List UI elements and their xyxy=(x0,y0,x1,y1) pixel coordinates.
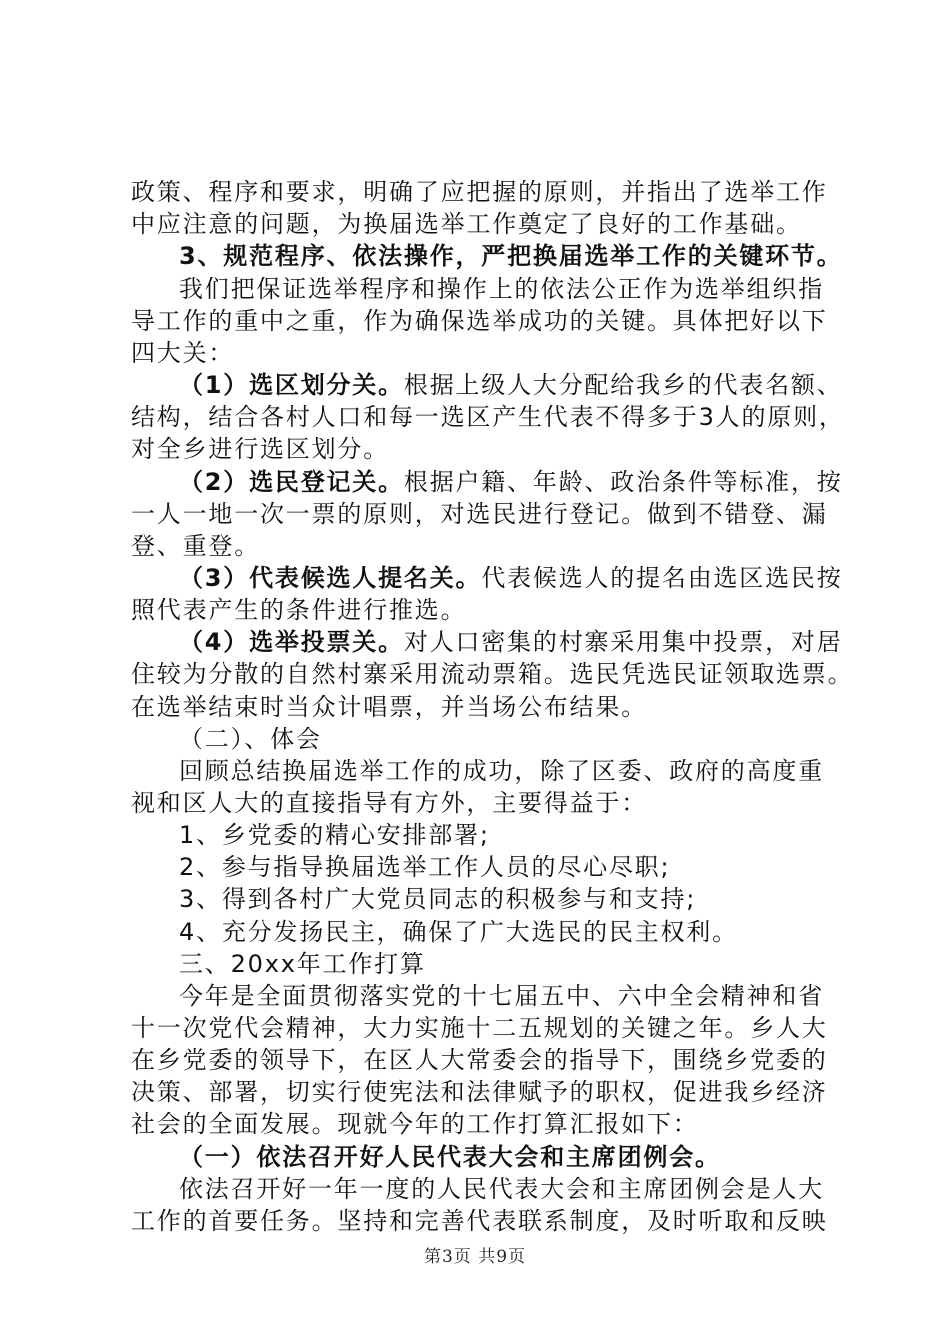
item-text: 代表候选人的提名由选区选民按 xyxy=(481,564,843,592)
section-heading: （二）、体会 xyxy=(179,725,322,753)
page-number: 第3页 共9页 xyxy=(423,1247,527,1267)
paragraph-line: 十一次党代会精神，大力实施十二五规划的关键之年。乡人大 xyxy=(131,1014,828,1042)
paragraph-line: 社会的全面发展。现就今年的工作打算汇报如下： xyxy=(131,1110,699,1138)
list-item: 3、得到各村广大党员同志的积极参与和支持; xyxy=(179,885,697,913)
paragraph-line: 今年是全面贯彻落实党的十七届五中、六中全会精神和省 xyxy=(179,982,824,1010)
paragraph-line xyxy=(131,626,843,658)
item-heading: （1）选区划分关。 xyxy=(179,371,404,399)
paragraph-line: 对全乡进行选区划分。 xyxy=(131,435,389,463)
list-item: 2、参与指导换届选举工作人员的尽心尽职; xyxy=(179,853,671,881)
paragraph-line: 回顾总结换届选举工作的成功，除了区委、政府的高度重 xyxy=(179,757,824,785)
section-heading: 3、规范程序、依法操作，严把换届选举工作的关键环节。 xyxy=(179,242,843,270)
list-item: 1、乡党委的精心安排部署; xyxy=(179,821,490,849)
paragraph-line: 政策、程序和要求，明确了应把握的原则，并指出了选举工作 xyxy=(131,178,828,206)
paragraph-line: 住较为分散的自然村寨采用流动票箱。选民凭选民证领取选票。 xyxy=(131,660,854,688)
paragraph-line: 照代表产生的条件进行推选。 xyxy=(131,596,467,624)
section-heading: （一）依法召开好人民代表大会和主席团例会。 xyxy=(179,1143,721,1171)
paragraph-line: 结构，结合各村人口和每一选区产生代表不得多于3人的原则， xyxy=(131,403,845,431)
paragraph-line: 依法召开好一年一度的人民代表大会和主席团例会是人大 xyxy=(179,1175,824,1203)
paragraph-line: 我们把保证选举程序和操作上的依法公正作为选举组织指 xyxy=(179,275,824,303)
item-text: 根据上级人大分配给我乡的代表名额、 xyxy=(403,371,843,399)
paragraph-line: 视和区人大的直接指导有方外，主要得益于： xyxy=(131,789,647,817)
paragraph-line: 登、重登。 xyxy=(131,532,260,560)
paragraph-line xyxy=(131,369,843,401)
item-heading: （4）选举投票关。 xyxy=(179,628,404,656)
paragraph-line: 一人一地一次一票的原则，对选民进行登记。做到不错登、漏 xyxy=(131,500,828,528)
paragraph-line: 决策、部署，切实行使宪法和法律赋予的职权，促进我乡经济 xyxy=(131,1078,828,1106)
section-heading: 三、20xx年工作打算 xyxy=(179,950,426,978)
list-item: 4、充分发扬民主，确保了广大选民的民主权利。 xyxy=(179,918,738,946)
paragraph-line: 工作的首要任务。坚持和完善代表联系制度，及时听取和反映 xyxy=(131,1207,828,1235)
item-heading: （2）选民登记关。 xyxy=(179,468,404,496)
paragraph-line: 导工作的重中之重，作为确保选举成功的关键。具体把好以下 xyxy=(131,307,828,335)
paragraph-line: 四大关： xyxy=(131,339,235,367)
paragraph-line: 在乡党委的领导下，在区人大常委会的指导下，围绕乡党委的 xyxy=(131,1046,828,1074)
item-text: 对人口密集的村寨采用集中投票，对居 xyxy=(403,628,843,656)
item-heading: （3）代表候选人提名关。 xyxy=(179,564,482,592)
item-text: 根据户籍、年龄、政治条件等标准，按 xyxy=(403,468,843,496)
paragraph-line: 在选举结束时当众计唱票，并当场公布结果。 xyxy=(131,693,647,721)
paragraph-line xyxy=(131,562,843,594)
paragraph-line xyxy=(131,466,843,498)
paragraph-line: 中应注意的问题，为换届选举工作奠定了良好的工作基础。 xyxy=(131,210,802,238)
